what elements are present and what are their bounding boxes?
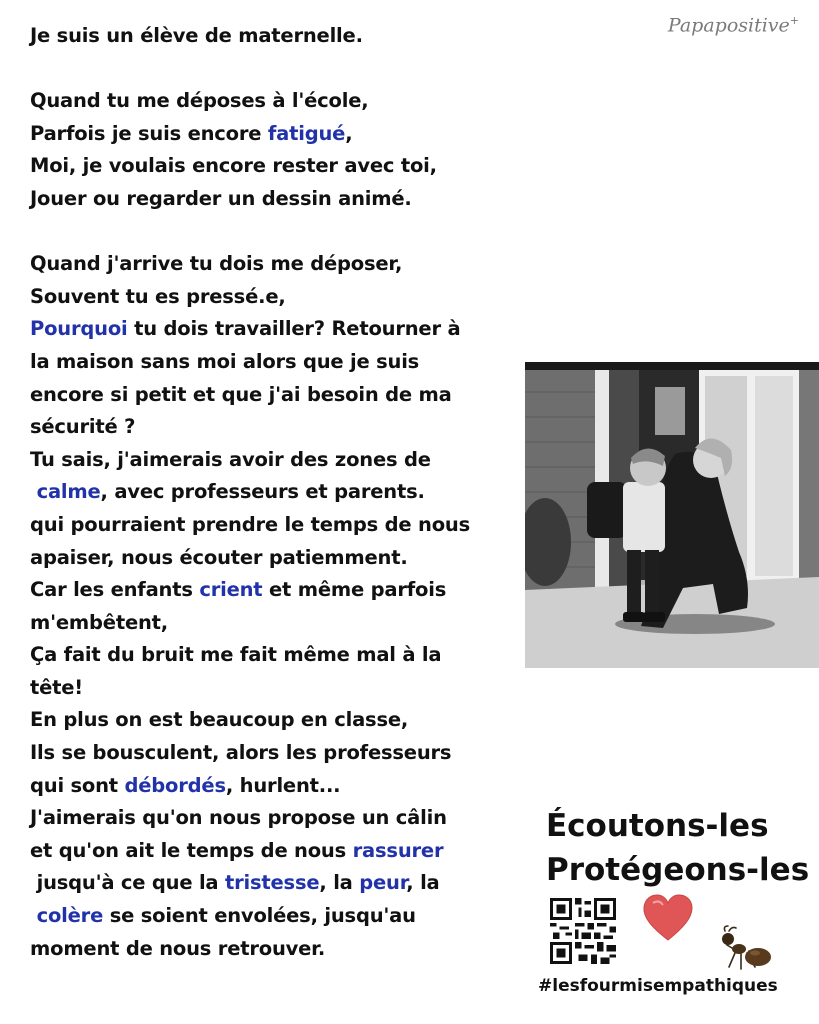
heart-icon	[641, 893, 695, 943]
poem-line: jusqu'à ce que la tristesse, la peur, la	[30, 871, 440, 895]
poem-line: Moi, je voulais encore rester avec toi,	[30, 154, 437, 178]
poem-line: J'aimerais qu'on nous propose un câlin	[30, 806, 447, 830]
brand-name: Papapositive	[667, 14, 790, 37]
highlight-word: peur	[359, 871, 407, 895]
poem-line: Souvent tu es pressé.e,	[30, 284, 286, 308]
qr-code-icon	[550, 898, 616, 964]
poem-line: Pourquoi tu dois travailler? Retourner à	[30, 317, 461, 341]
brand-mark: +	[789, 14, 799, 27]
slogan	[546, 804, 816, 892]
poem-line: la maison sans moi alors que je suis	[30, 349, 420, 373]
poem-line: Tu sais, j'aimerais avoir des zones de	[30, 447, 431, 471]
ant-icon	[711, 925, 773, 977]
poem-line: qui pourraient prendre le temps de nous	[30, 512, 470, 536]
poem-line: Ça fait du bruit me fait même mal à la	[30, 643, 442, 667]
highlight-word: tristesse	[224, 871, 320, 895]
poem-line: et qu'on ait le temps de nous rassurer	[30, 838, 444, 862]
poem-line: encore si petit et que j'ai besoin de ma	[30, 382, 452, 406]
poem-line: m'embêtent,	[30, 610, 168, 634]
poem-line: Parfois je suis encore fatigué,	[30, 121, 353, 145]
highlight-word: colère	[36, 904, 104, 928]
highlight-word: calme	[36, 480, 101, 504]
poem-line: colère se soient envolées, jusqu'au	[36, 904, 416, 928]
slogan-line-1: Écoutons-les	[546, 808, 769, 844]
poem-text	[30, 20, 530, 965]
poem-line: calme, avec professeurs et parents.	[36, 480, 425, 504]
poem-line: Quand tu me déposes à l'école,	[30, 89, 369, 113]
highlight-word: débordés	[124, 773, 226, 797]
highlight-word: fatigué	[267, 121, 346, 145]
stanza-gap	[30, 53, 530, 86]
photo-illustration	[525, 362, 819, 668]
poem-line: sécurité ?	[30, 415, 136, 439]
highlight-word: crient	[199, 578, 263, 602]
poem-line: apaiser, nous écouter patiemment.	[30, 545, 408, 569]
poem-line: moment de nous retrouver.	[30, 936, 326, 960]
highlight-word: Pourquoi	[30, 317, 128, 341]
poem-intro: Je suis un élève de maternelle.	[30, 24, 363, 47]
poem-line: En plus on est beaucoup en classe,	[30, 708, 409, 732]
poem-line: tête!	[30, 675, 83, 699]
hashtag: #lesfourmisempathiques	[538, 976, 778, 996]
poem-line: qui sont débordés, hurlent...	[30, 773, 341, 797]
stanza-gap	[30, 216, 530, 249]
poem-line: Car les enfants crient et même parfois	[30, 578, 447, 602]
poem-line: Quand j'arrive tu dois me déposer,	[30, 252, 403, 276]
poem-line: Ils se bousculent, alors les professeurs	[30, 741, 452, 765]
poem-line: Jouer ou regarder un dessin animé.	[30, 186, 412, 210]
highlight-word: rassurer	[352, 838, 444, 862]
parent-child-photo	[525, 362, 819, 668]
brand-logo	[668, 14, 799, 36]
slogan-line-2: Protégeons-les	[546, 852, 810, 888]
